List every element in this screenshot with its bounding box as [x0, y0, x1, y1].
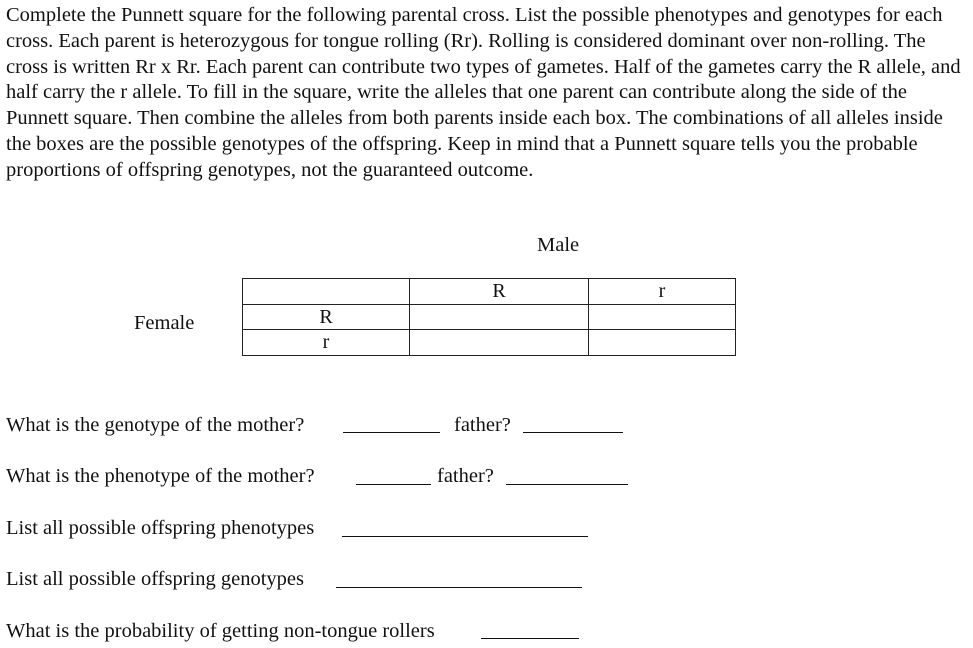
female-label: Female [134, 312, 195, 334]
punnett-row [243, 330, 736, 356]
male-allele-1: R [492, 280, 506, 303]
male-label: Male [537, 234, 580, 256]
offspring-box[interactable] [589, 304, 736, 330]
punnett-header-row [243, 279, 736, 305]
question-non-roller-probability: What is the probability of getting non-tongue rollers [6, 620, 435, 642]
punnett-square [242, 278, 736, 356]
female-allele-cell [243, 330, 410, 356]
male-allele-cell [410, 279, 589, 305]
answer-blank-mother-phenotype[interactable] [356, 484, 431, 485]
answer-blank-mother-genotype[interactable] [343, 432, 440, 433]
question-father-phenotype: father? [437, 465, 494, 487]
offspring-box[interactable] [410, 330, 589, 356]
question-father-genotype: father? [454, 414, 511, 436]
female-allele-2: r [322, 331, 330, 354]
instructions-paragraph: Complete the Punnett square for the following parental cross. List the possible phenotypes and genotypes for each cross. Each parent is heterozygous for tongue rolling (Rr). Rolling is considered dominant over non-rolling. The cross is written Rr x Rr. Each parent can contribute two types of gametes. Half of the gametes carry the R allele, and half carry the r allele. To fill in the square, write the alleles that one parent can contribute along the side of the Punnett square. Then combine the alleles from both parents inside each box. The combinations of all alleles inside the boxes are the possible genotypes of the offspring. Keep in mind that a Punnett square tells you the probable proportions of offspring genotypes, not the guaranteed outcome. [6, 4, 961, 181]
answer-blank-father-phenotype[interactable] [506, 484, 628, 485]
offspring-box[interactable] [589, 330, 736, 356]
question-offspring-genotypes: List all possible offspring genotypes [6, 568, 304, 590]
answer-blank-father-genotype[interactable] [523, 432, 623, 433]
female-allele-1: R [319, 305, 333, 328]
question-mother-phenotype: What is the phenotype of the mother? [6, 465, 315, 487]
female-allele-cell [243, 304, 410, 330]
punnett-corner-cell [243, 279, 410, 305]
question-mother-genotype: What is the genotype of the mother? [6, 414, 305, 436]
answer-blank-offspring-genotypes[interactable] [336, 587, 582, 588]
male-allele-2: r [658, 280, 666, 303]
answer-blank-non-roller-probability[interactable] [481, 638, 579, 639]
question-offspring-phenotypes: List all possible offspring phenotypes [6, 517, 315, 539]
punnett-row [243, 304, 736, 330]
offspring-box[interactable] [410, 304, 589, 330]
answer-blank-offspring-phenotypes[interactable] [342, 536, 588, 537]
male-allele-cell [589, 279, 736, 305]
